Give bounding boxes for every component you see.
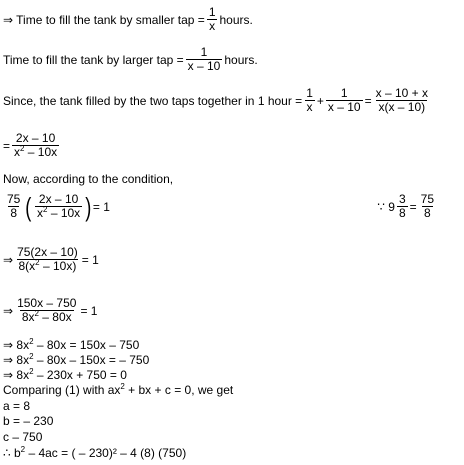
- step-line: [3, 383, 233, 397]
- numerator: x – 10 + x: [375, 86, 428, 100]
- fraction: [35, 193, 82, 220]
- term: 8(x: [18, 259, 36, 273]
- numerator: 2x – 10: [15, 131, 56, 145]
- base: x: [37, 206, 44, 220]
- right-paren: ): [85, 191, 92, 222]
- term: – 10x: [47, 206, 81, 220]
- term: – 80x – 150x = – 750: [33, 353, 150, 367]
- numerator: 1: [200, 45, 208, 59]
- step-line: [3, 368, 127, 382]
- condition-equation-line: [3, 193, 458, 220]
- term: ⇒ 8x: [3, 338, 30, 352]
- numerator: 75(2x – 10): [17, 245, 78, 259]
- fraction: [5, 193, 22, 220]
- numerator: 3: [398, 192, 406, 206]
- step-line: [3, 353, 149, 367]
- fraction: [12, 132, 59, 159]
- mixed-number-whole: ∵ 9: [377, 199, 395, 214]
- denominator: x: [209, 19, 216, 33]
- fraction: [15, 246, 80, 273]
- combined-rate-line: [3, 87, 432, 114]
- exponent: 2: [29, 367, 34, 376]
- fraction: [15, 297, 78, 324]
- line-text: hours.: [219, 12, 253, 27]
- denominator: [20, 310, 74, 324]
- term: 8x: [21, 310, 35, 324]
- exponent: 2: [35, 258, 40, 267]
- fraction: [374, 87, 430, 114]
- term: ⇒ 8x: [3, 368, 30, 382]
- exponent: 2: [20, 144, 25, 153]
- denominator: x: [306, 100, 313, 114]
- fraction: [207, 6, 218, 33]
- larger-tap-time-line: [3, 46, 258, 73]
- denominator: x – 10: [327, 100, 361, 114]
- step-line: [3, 414, 53, 428]
- exponent: 2: [29, 337, 34, 346]
- line-text: hours.: [224, 52, 258, 67]
- numerator: 1: [208, 5, 216, 19]
- term: ∴ b: [3, 446, 21, 460]
- exponent: 2: [20, 445, 26, 454]
- exponent: 2: [34, 309, 39, 318]
- operator: =: [364, 93, 372, 108]
- exponent: 2: [43, 205, 48, 214]
- term: – 80x = 150x – 750: [33, 338, 140, 352]
- denominator: [12, 145, 59, 159]
- term: + bx + c = 0, we get: [124, 383, 234, 397]
- line-text: Since, the tank filled by the two taps together in 1 hour =: [3, 93, 303, 108]
- numerator: 75: [7, 192, 21, 206]
- condition-intro: Now, according to the condition,: [3, 172, 174, 186]
- term: ⇒ 8x: [3, 353, 30, 367]
- fraction: [186, 46, 223, 73]
- numerator: 1: [340, 86, 348, 100]
- left-paren: (: [25, 191, 32, 222]
- expanded-equation-line: [3, 246, 99, 273]
- numerator: 150x – 750: [17, 296, 77, 310]
- operator: +: [316, 93, 324, 108]
- term: a = 8: [3, 399, 31, 413]
- exponent: 2: [29, 352, 34, 361]
- term: Comparing (1) with ax: [3, 383, 121, 397]
- since-note: [377, 193, 438, 220]
- exponent: 2: [120, 382, 125, 391]
- fraction: [326, 87, 363, 114]
- line-text: Time to fill the tank by larger tap =: [3, 52, 184, 67]
- step-line: [3, 399, 30, 413]
- equation-rhs: = 1: [92, 199, 110, 214]
- denominator: x – 10: [187, 59, 221, 73]
- step-line: [3, 446, 186, 460]
- smaller-tap-time-line: [3, 6, 253, 33]
- denominator: 8: [10, 206, 18, 220]
- term: – 80x: [38, 310, 72, 324]
- equation-rhs: = 1: [81, 252, 99, 267]
- base: x: [14, 145, 21, 159]
- simplified-rate-line: [3, 132, 61, 159]
- operator: =: [409, 199, 417, 214]
- term: – 10x: [24, 145, 58, 159]
- numerator: 1: [306, 86, 313, 100]
- fraction: [397, 193, 408, 220]
- denominator: [35, 206, 82, 220]
- line-text: ⇒ Time to fill the tank by smaller tap =: [3, 12, 205, 27]
- operator: =: [3, 138, 11, 153]
- term: b = – 230: [3, 414, 54, 428]
- term: c – 750: [3, 430, 43, 444]
- term: – 10x): [39, 259, 77, 273]
- fraction: [304, 87, 315, 114]
- equation-rhs: = 1: [80, 303, 98, 318]
- step-line: [3, 338, 139, 352]
- implies-arrow: ⇒: [3, 303, 14, 318]
- denominator: [17, 259, 79, 273]
- denominator: 8: [423, 206, 431, 220]
- numerator: 2x – 10: [38, 192, 79, 206]
- step-line: [3, 430, 42, 444]
- term: – 4ac = ( – 230)² – 4 (8) (750): [25, 446, 187, 460]
- denominator: x(x – 10): [378, 100, 426, 114]
- multiplied-equation-line: [3, 297, 97, 324]
- numerator: 75: [420, 192, 434, 206]
- denominator: 8: [398, 206, 406, 220]
- term: – 230x + 750 = 0: [33, 368, 127, 382]
- fraction: [419, 193, 436, 220]
- implies-arrow: ⇒: [3, 252, 14, 267]
